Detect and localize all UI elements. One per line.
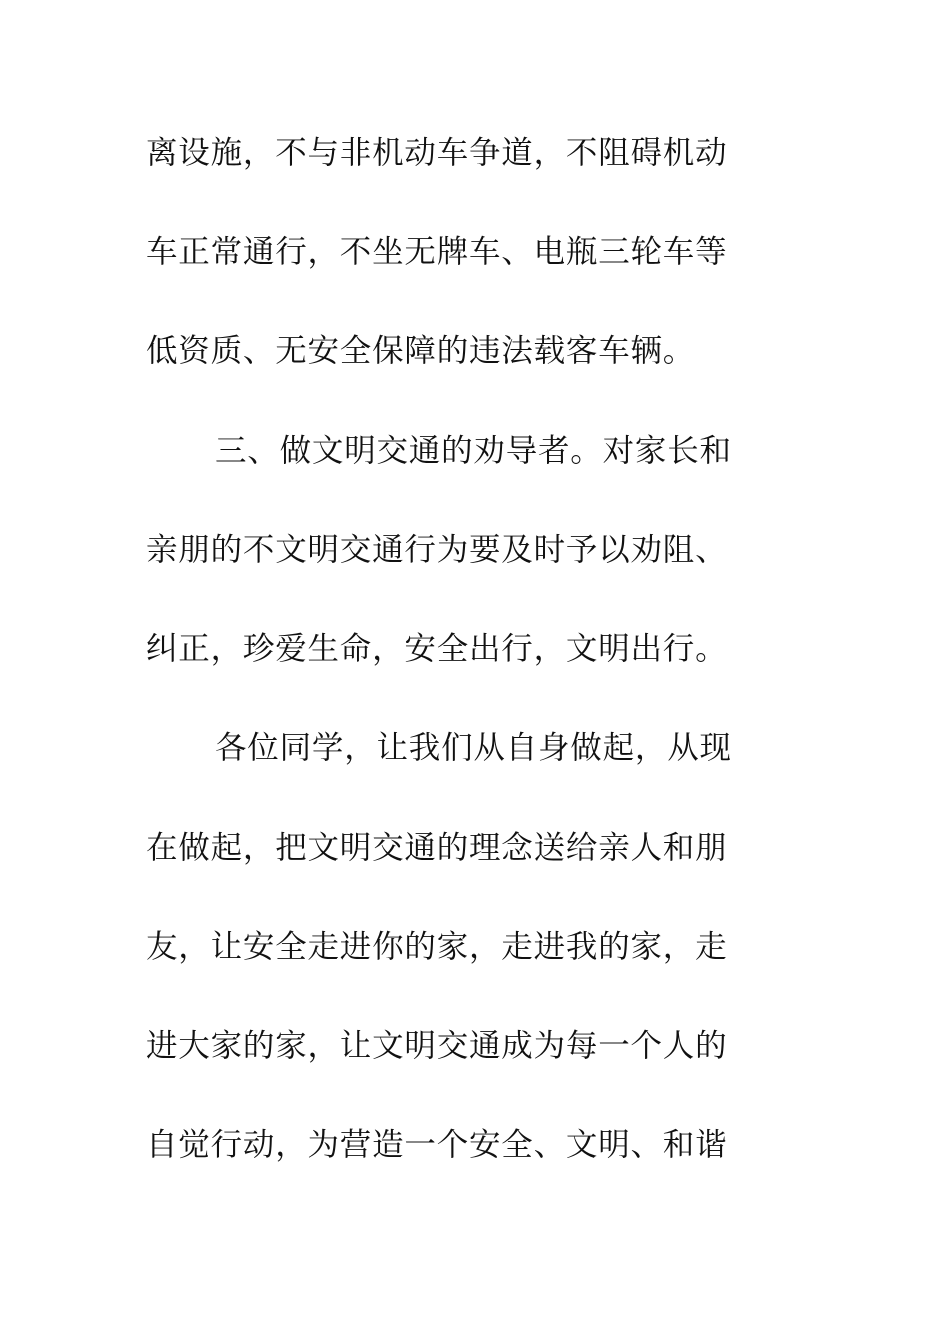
text-line: 进大家的家，让文明交通成为每一个人的 [146,1028,728,1064]
paragraph-first-line: 三、做文明交通的劝导者。对家长和 [215,433,732,469]
paragraph-first-line: 各位同学，让我们从自身做起，从现 [215,730,732,766]
text-line: 在做起，把文明交通的理念送给亲人和朋 [146,830,728,866]
text-line: 自觉行动，为营造一个安全、文明、和谐 [146,1127,728,1163]
text-line: 低资质、无安全保障的违法载客车辆。 [146,333,696,369]
text-line: 纠正，珍爱生命，安全出行，文明出行。 [146,631,728,667]
text-line: 亲朋的不文明交通行为要及时予以劝阻、 [146,532,728,568]
text-line: 车正常通行，不坐无牌车、电瓶三轮车等 [146,234,728,270]
text-line: 友，让安全走进你的家，走进我的家，走 [146,929,728,965]
text-line: 离设施，不与非机动车争道，不阻碍机动 [146,135,728,171]
